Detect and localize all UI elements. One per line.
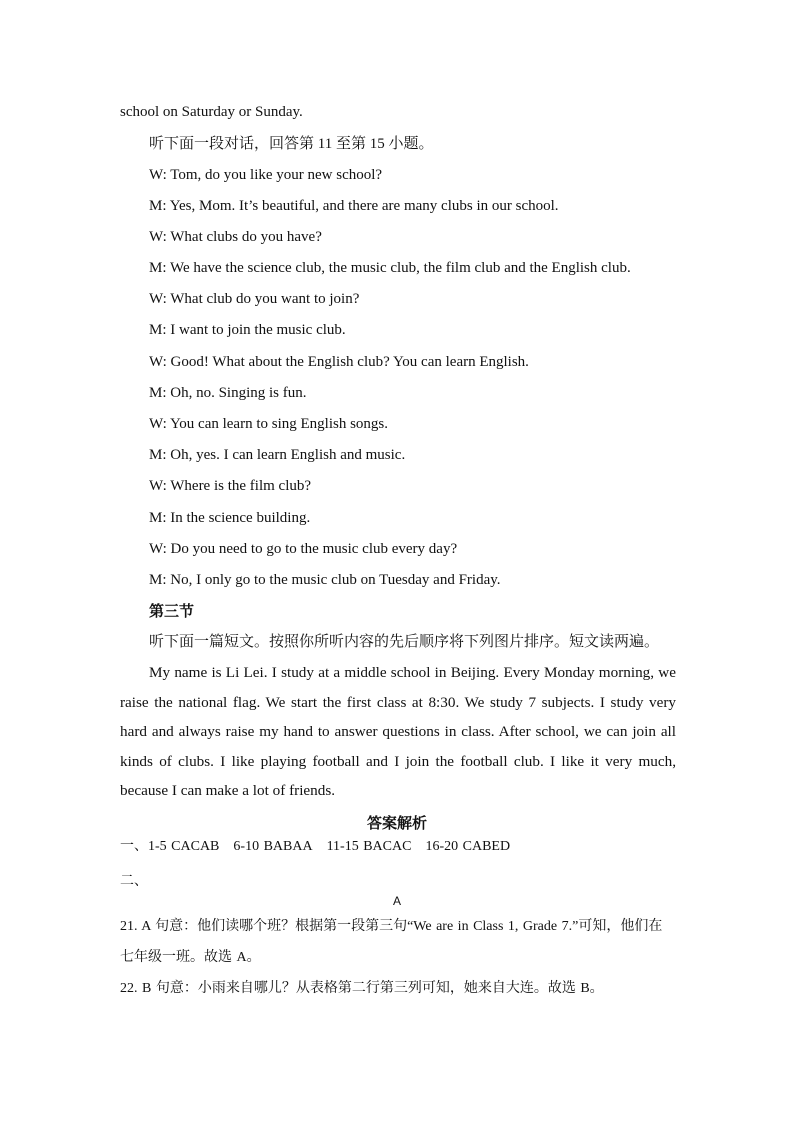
answer-group: 11-15 BACAC xyxy=(326,839,412,854)
dialogue-line: M: In the science building. xyxy=(149,510,311,526)
answer-group: 1-5 CACAB xyxy=(148,839,220,854)
dialogue-instruction: 听下面一段对话，回答第 11 至第 15 小题。 xyxy=(149,136,434,152)
q22-explanation: 22. B 句意：小雨来自哪儿？从表格第二行第三列可知，她来自大连。故选 B。 xyxy=(120,981,604,996)
sub-section-label: A xyxy=(392,894,401,908)
part1-label: 一、 xyxy=(120,839,148,854)
dialogue-line: W: Good! What about the English club? You can learn English. xyxy=(149,354,529,370)
dialogue-line: W: Do you need to go to the music club every day? xyxy=(149,541,458,557)
dialogue-line: M: Yes, Mom. It’s beautiful, and there are many clubs in our school. xyxy=(149,198,559,214)
section3-passage: My name is Li Lei. I study at a middle school in Beijing. Every Monday morning, we raise the national flag. We start the first class at 8:30. We study 7 subjects. I study very hard and always raise my hand to answer questions in class. After school, we can join all kinds of clubs. I like playing football and I join the football club. I like it very much, because I can make a lot of friends. xyxy=(120,664,676,799)
dialogue-line: W: You can learn to sing English songs. xyxy=(149,416,389,432)
dialogue-line: M: We have the science club, the music club, the film club and the English club. xyxy=(149,260,631,276)
answers-part1-row xyxy=(120,837,510,857)
answer-group: 6-10 BABAA xyxy=(233,839,313,854)
q21-explanation-line2: 七年级一班。故选 A。 xyxy=(120,950,261,965)
dialogue-line: W: Where is the film club? xyxy=(149,478,312,494)
part2-label: 二、 xyxy=(120,874,148,889)
section3-instruction: 听下面一篇短文。按照你所听内容的先后顺序将下列图片排序。短文读两遍。 xyxy=(149,634,660,650)
dialogue-line: W: What clubs do you have? xyxy=(149,229,322,245)
dialogue-line: M: Oh, no. Singing is fun. xyxy=(149,385,307,401)
dialogue-line: W: What club do you want to join? xyxy=(149,291,360,307)
dialogue-line: W: Tom, do you like your new school? xyxy=(149,167,383,183)
dialogue-line: M: Oh, yes. I can learn English and music. xyxy=(149,447,406,463)
section2-tail-text: school on Saturday or Sunday. xyxy=(120,104,303,120)
section3-heading: 第三节 xyxy=(149,602,195,620)
answers-title: 答案解析 xyxy=(366,814,427,832)
q21-explanation-line1: 21. A 句意：他们读哪个班？根据第一段第三句“We are in Class 1, Grade 7.”可知，他们在 xyxy=(120,919,663,934)
answer-group: 16-20 CABED xyxy=(425,839,511,854)
dialogue-line: M: I want to join the music club. xyxy=(149,322,346,338)
dialogue-line: M: No, I only go to the music club on Tuesday and Friday. xyxy=(149,572,501,588)
